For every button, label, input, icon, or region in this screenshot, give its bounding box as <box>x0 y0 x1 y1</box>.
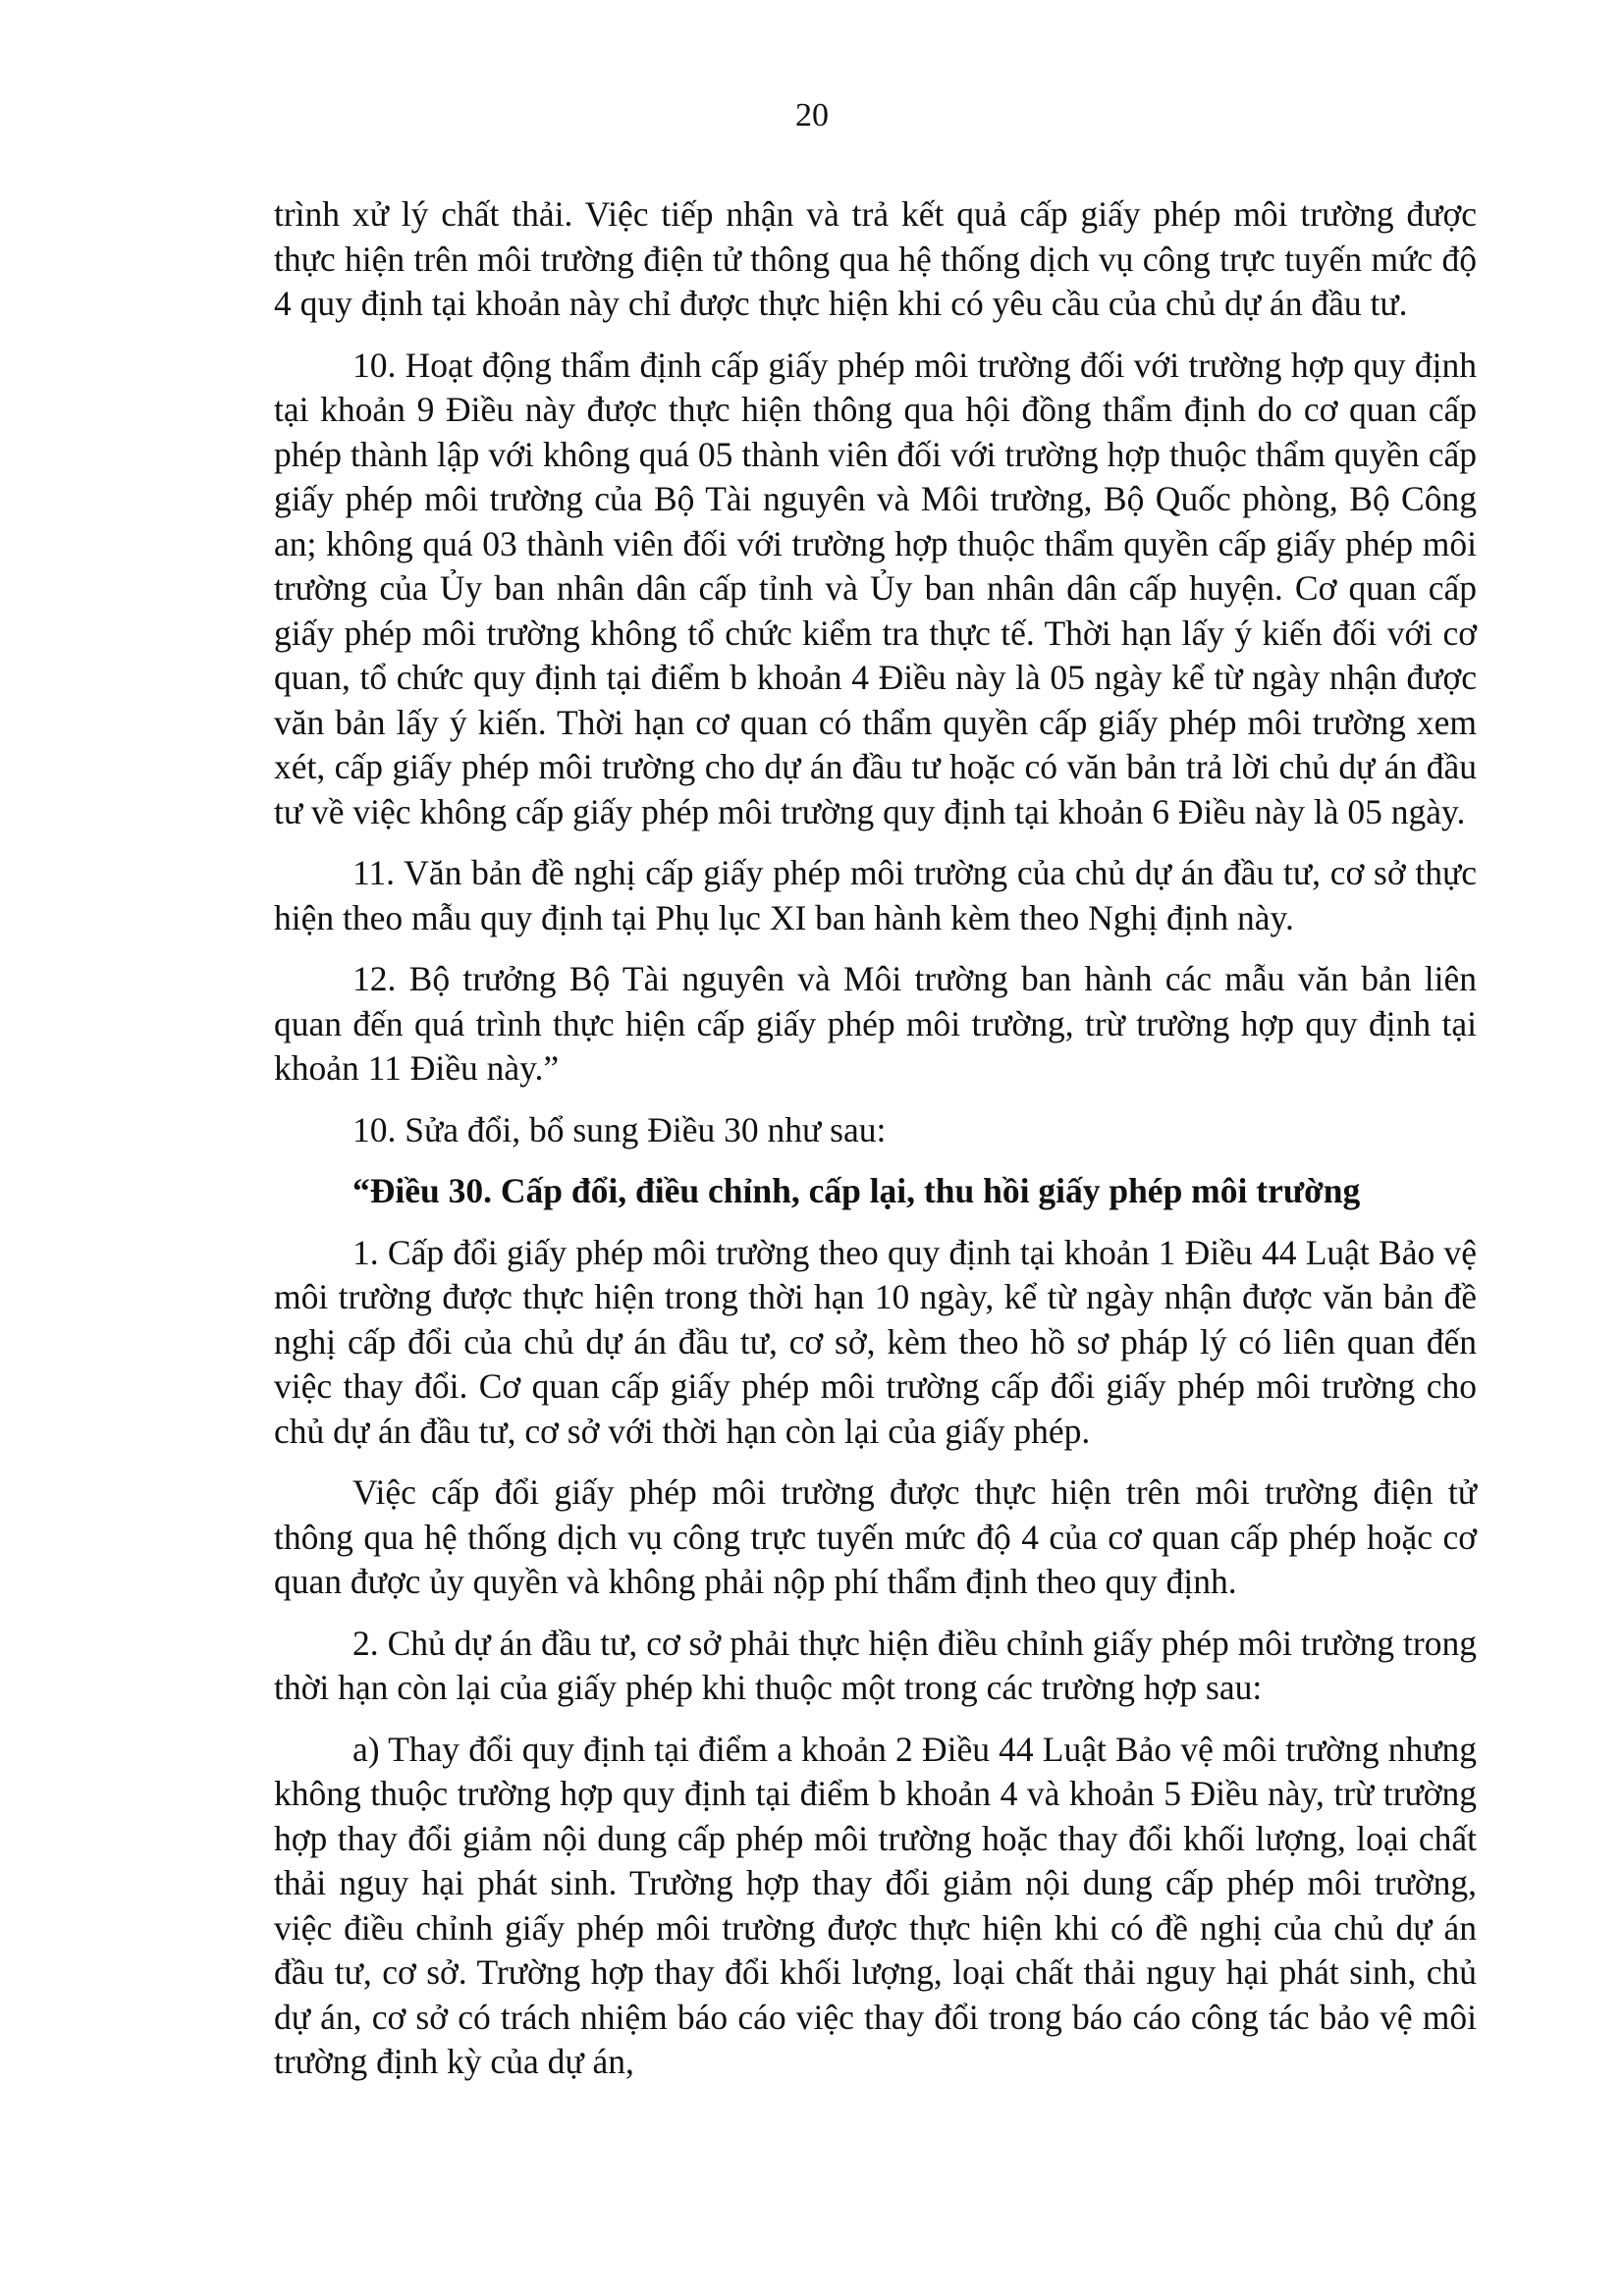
paragraph-article-30-clause-1-online: Việc cấp đổi giấy phép môi trường được thực hiện trên môi trường điện tử thông qua hệ thống dịch vụ công trực tuyến mức độ 4 của cơ quan cấp phép hoặc cơ quan được ủy quyền và không phải nộp phí thẩm định theo quy định. <box>274 1472 1477 1601</box>
paragraph-article-30-clause-2a: a) Thay đổi quy định tại điểm a khoản 2 Điều 44 Luật Bảo vệ môi trường nhưng không thuộc trường hợp quy định tại điểm b khoản 4 và khoản 5 Điều này, trừ trường hợp thay đổi giảm nội dung cấp phép môi trường hoặc thay đổi khối lượng, loại chất thải nguy hại phát sinh. Trường hợp thay đổi giảm nội dung cấp phép môi trường, việc điều chỉnh giấy phép môi trường được thực hiện khi có đề nghị của chủ dự án đầu tư, cơ sở. Trường hợp thay đổi khối lượng, loại chất thải nguy hại phát sinh, chủ dự án, cơ sở có trách nhiệm báo cáo việc thay đổi trong báo cáo công tác bảo vệ môi trường định kỳ của dự án, <box>274 1729 1477 2081</box>
paragraph-article-30-clause-1: 1. Cấp đổi giấy phép môi trường theo quy định tại khoản 1 Điều 44 Luật Bảo vệ môi trường được thực hiện trong thời hạn 10 ngày, kể từ ngày nhận được văn bản đề nghị cấp đổi của chủ dự án đầu tư, cơ sở, kèm theo hồ sơ pháp lý có liên quan đến việc thay đổi. Cơ quan cấp giấy phép môi trường cấp đổi giấy phép môi trường cho chủ dự án đầu tư, cơ sở với thời hạn còn lại của giấy phép. <box>274 1232 1477 1451</box>
page-number: 20 <box>795 97 829 133</box>
article-30-heading: “Điều 30. Cấp đổi, điều chỉnh, cấp lại, thu hồi giấy phép môi trường <box>352 1171 1361 1210</box>
paragraph-article-30-clause-2: 2. Chủ dự án đầu tư, cơ sở phải thực hiện điều chỉnh giấy phép môi trường trong thời hạn còn lại của giấy phép khi thuộc một trong các trường hợp sau: <box>274 1623 1477 1707</box>
paragraph-clause-11: 11. Văn bản đề nghị cấp giấy phép môi trường của chủ dự án đầu tư, cơ sở thực hiện theo mẫu quy định tại Phụ lục XI ban hành kèm theo Nghị định này. <box>274 853 1477 937</box>
document-body <box>274 192 1477 2102</box>
paragraph-clause-10: 10. Hoạt động thẩm định cấp giấy phép môi trường đối với trường hợp quy định tại khoản 9 Điều này được thực hiện thông qua hội đồng thẩm định do cơ quan cấp phép thành lập với không quá 05 thành viên đối với trường hợp thuộc thẩm quyền cấp giấy phép môi trường của Bộ Tài nguyên và Môi trường, Bộ Quốc phòng, Bộ Công an; không quá 03 thành viên đối với trường hợp thuộc thẩm quyền cấp giấy phép môi trường của Ủy ban nhân dân cấp tỉnh và Ủy ban nhân dân cấp huyện. Cơ quan cấp giấy phép môi trường không tổ chức kiểm tra thực tế. Thời hạn lấy ý kiến đối với cơ quan, tổ chức quy định tại điểm b khoản 4 Điều này là 05 ngày kể từ ngày nhận được văn bản lấy ý kiến. Thời hạn cơ quan có thẩm quyền cấp giấy phép môi trường xem xét, cấp giấy phép môi trường cho dự án đầu tư hoặc có văn bản trả lời chủ dự án đầu tư về việc không cấp giấy phép môi trường quy định tại khoản 6 Điều này là 05 ngày. <box>274 345 1477 831</box>
paragraph-clause-12: 12. Bộ trưởng Bộ Tài nguyên và Môi trường ban hành các mẫu văn bản liên quan đến quá trình thực hiện cấp giấy phép môi trường, trừ trường hợp quy định tại khoản 11 Điều này.” <box>274 959 1477 1088</box>
paragraph-continuation: trình xử lý chất thải. Việc tiếp nhận và trả kết quả cấp giấy phép môi trường được thực hiện trên môi trường điện tử thông qua hệ thống dịch vụ công trực tuyến mức độ 4 quy định tại khoản này chỉ được thực hiện khi có yêu cầu của chủ dự án đầu tư. <box>274 194 1477 323</box>
paragraph-amendment-10: 10. Sửa đổi, bổ sung Điều 30 như sau: <box>352 1109 887 1149</box>
